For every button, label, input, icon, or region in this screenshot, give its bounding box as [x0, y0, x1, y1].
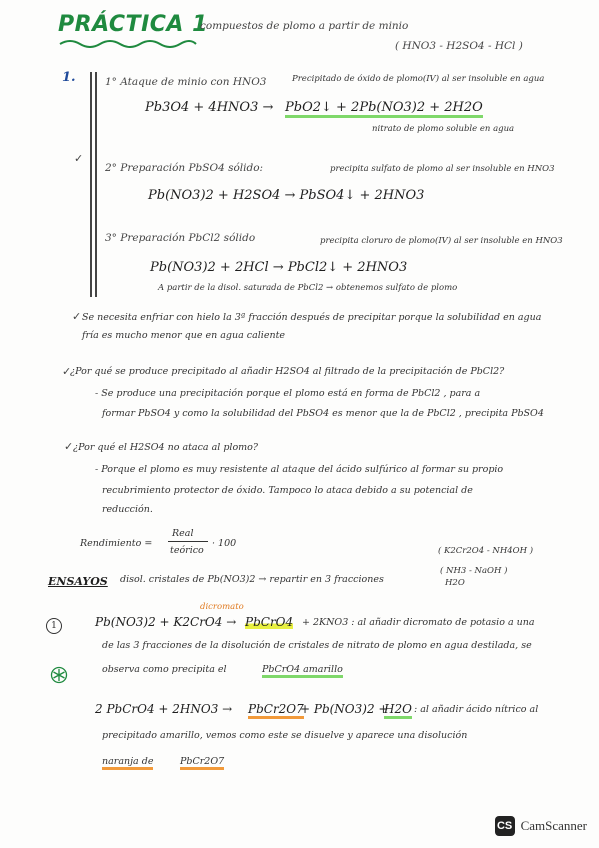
ensayos-intro: disol. cristales de Pb(NO3)2 → repartir en 3 fracciones	[120, 574, 384, 585]
yield-label: Rendimiento =	[80, 538, 153, 549]
step3-equation: Pb(NO3)2 + 2HCl → PbCl2↓ + 2HNO3	[150, 260, 408, 275]
item2-equation-left: 2 PbCrO4 + 2HNO3 →	[95, 702, 233, 716]
note1-line1: Se necesita enfriar con hielo la 3ª fracción después de precipitar porque la solubilidad en agua	[82, 312, 542, 323]
item1-number: 1	[46, 618, 62, 634]
title-underline-squiggle	[58, 38, 198, 48]
section-number: 1.	[62, 70, 76, 85]
step2-note: precipita sulfato de plomo al ser insoluble en HNO3	[330, 164, 555, 174]
step1-note-top: Precipitado de óxido de plomo(IV) al ser insoluble en agua	[292, 74, 545, 84]
side-reagents-2: ( NH3 - NaOH )	[440, 566, 508, 576]
checkmark: ✓	[72, 310, 82, 323]
item2-highlight-b: PbCr2O7	[180, 756, 224, 770]
answer1-line2: formar PbSO4 y como la solubilidad del PbSO4 es menor que la de PbCl2 , precipita PbSO4	[102, 408, 544, 419]
page-title: PRÁCTICA 1	[58, 12, 208, 37]
camscanner-label: CamScanner	[520, 818, 587, 833]
page-subtitle: compuestos de plomo a partir de minio	[200, 20, 409, 32]
checkmark: ✓	[64, 440, 74, 453]
checkmark: ✓	[62, 365, 72, 378]
step3-note: precipita cloruro de plomo(IV) al ser insoluble en HNO3	[320, 236, 563, 246]
step3-label: 3° Preparación PbCl2 sólido	[105, 232, 256, 244]
step1-equation-left: Pb3O4 + 4HNO3 →	[145, 100, 274, 115]
yield-factor: · 100	[212, 538, 237, 549]
item2-equation-right: : al añadir ácido nítrico al	[414, 704, 539, 715]
margin-bracket-inner	[95, 72, 97, 297]
ensayos-heading: ENSAYOS	[48, 575, 108, 588]
side-reagents-1: ( K2Cr2O4 - NH4OH )	[438, 546, 534, 556]
answer2-line1: - Porque el plomo es muy resistente al ataque del ácido sulfúrico al formar su propio	[95, 464, 504, 475]
answer2-line3: reducción.	[102, 504, 153, 515]
item2-equation-mid: + Pb(NO3)2 +	[300, 702, 389, 716]
answer2-line2: recubrimiento protector de óxido. Tampoco lo ataca debido a su potencial de	[102, 485, 473, 496]
camscanner-logo-icon: CS	[495, 816, 515, 836]
checkmark: ✓	[74, 152, 84, 165]
item1-equation-left: Pb(NO3)2 + K2CrO4 →	[95, 615, 237, 629]
item2-highlight-a: naranja de	[102, 756, 153, 770]
step1-equation-products: PbO2↓ + 2Pb(NO3)2 + 2H2O	[285, 100, 483, 118]
item1-highlight: PbCrO4 amarillo	[262, 664, 343, 678]
item1-line3: observa como precipita el	[102, 664, 227, 675]
side-reagents-3: H2O	[445, 578, 465, 588]
camscanner-watermark	[495, 816, 587, 836]
yield-numerator: Real	[172, 528, 194, 539]
step2-equation: Pb(NO3)2 + H2SO4 → PbSO4↓ + 2HNO3	[148, 188, 425, 203]
item2-equation-product: PbCr2O7	[248, 702, 304, 719]
question2: ¿Por qué el H2SO4 no ataca al plomo?	[73, 442, 258, 453]
question1: ¿Por qué se produce precipitado al añadir H2SO4 al filtrado de la precipitación de PbCl2?	[70, 366, 505, 377]
yield-denominator: teórico	[170, 545, 204, 556]
item2-equation-water: H2O	[384, 702, 412, 719]
reagents-list: ( HNO3 - H2SO4 - HCl )	[395, 40, 523, 52]
asterisk-icon	[50, 666, 68, 684]
step2-label: 2° Preparación PbSO4 sólido:	[105, 162, 264, 174]
item1-line2: de las 3 fracciones de la disolución de cristales de nitrato de plomo en agua destilada, se	[102, 640, 532, 651]
note1-line2: fría es mucho menor que en agua caliente	[82, 330, 286, 341]
item2-line2: precipitado amarillo, vemos como este se disuelve y aparece una disolución	[102, 730, 468, 741]
fraction-bar	[168, 541, 208, 542]
item1-above-note: dicromato	[200, 602, 244, 612]
step3-note-bottom: A partir de la disol. saturada de PbCl2 → obtenemos sulfato de plomo	[158, 283, 458, 293]
item1-equation-right: + 2KNO3 : al añadir dicromato de potasio a una	[302, 617, 535, 628]
margin-bracket	[90, 72, 92, 297]
step1-note-bottom: nitrato de plomo soluble en agua	[372, 124, 515, 134]
step1-label: 1° Ataque de minio con HNO3	[105, 76, 267, 88]
item1-equation-product: PbCrO4	[245, 615, 294, 629]
answer1-line1: - Se produce una precipitación porque el plomo está en forma de PbCl2 , para a	[95, 388, 481, 399]
